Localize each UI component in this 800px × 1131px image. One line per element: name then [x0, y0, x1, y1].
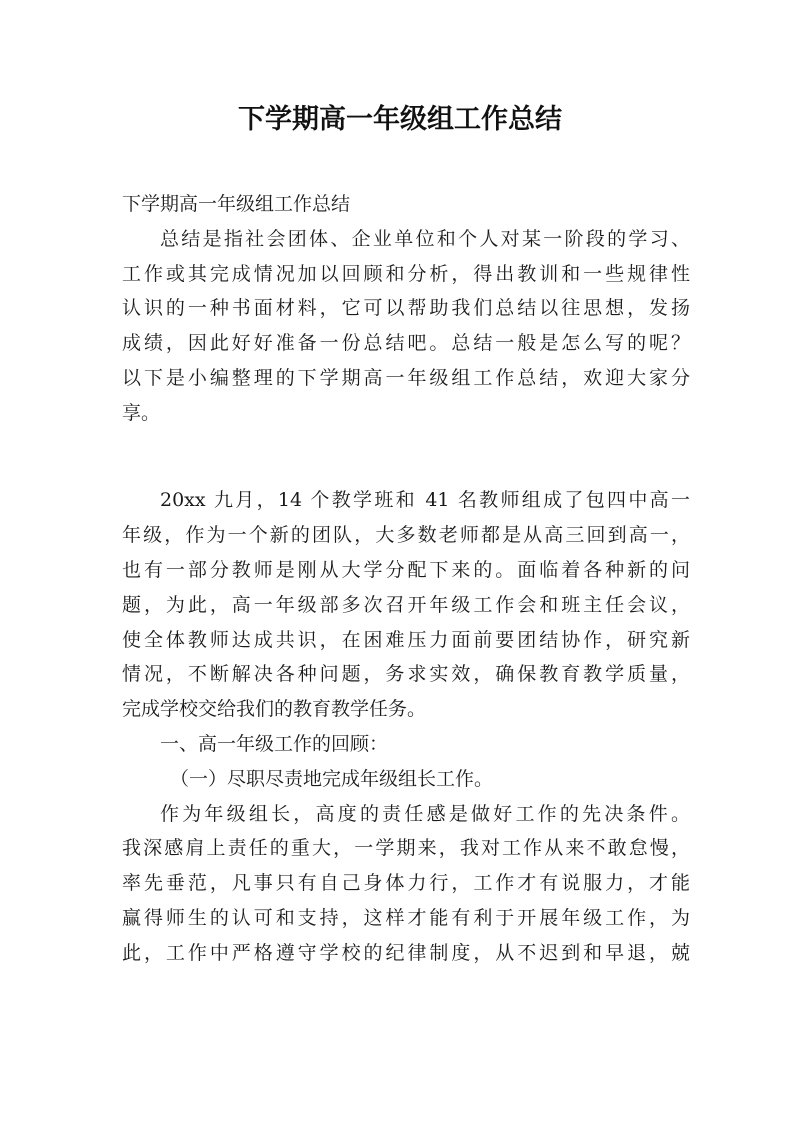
subsection-heading: （一）尽职尽责地完成年级组长工作。 — [170, 767, 494, 790]
paragraph-line: 总结是指社会团体、企业单位和个人对某一阶段的学习、 — [160, 227, 690, 250]
section-heading: 一、高一年级工作的回顾： — [160, 732, 389, 755]
paragraph-line: 我深感肩上责任的重大，一学期来，我对工作从来不敢怠慢， — [122, 837, 690, 860]
text-heading-line: 下学期高一年级组工作总结 — [122, 193, 351, 215]
paragraph-line: 工作或其完成情况加以回顾和分析，得出教训和一些规律性 — [122, 262, 690, 285]
spacer — [122, 465, 690, 483]
paragraph-line: 完成学校交给我们的教育教学任务。 — [122, 698, 427, 721]
paragraph-line: 也有一部分教师是刚从大学分配下来的。面临着各种新的问 — [122, 558, 690, 581]
paragraph-line: 率先垂范，凡事只有自己身体力行，工作才有说服力，才能 — [122, 872, 690, 895]
paragraph-line: 认识的一种书面材料，它可以帮助我们总结以往思想，发扬 — [122, 297, 690, 320]
blank-line — [122, 431, 690, 466]
paragraph-line: 20xx 九月，14 个教学班和 41 名教师组成了包四中高一 — [160, 489, 690, 512]
paragraph-line: 情况，不断解决各种问题，务求实效，确保教育教学质量， — [122, 663, 690, 686]
paragraph-line: 享。 — [122, 401, 161, 424]
paragraph-line: 此，工作中严格遵守学校的纪律制度，从不迟到和早退，兢 — [122, 941, 690, 964]
paragraph-line: 年级，作为一个新的团队，大多数老师都是从高三回到高一， — [122, 524, 690, 547]
paragraph-line: 题，为此，高一年级部多次召开年级工作会和班主任会议， — [122, 593, 690, 616]
paragraph-line: 作为年级组长，高度的责任感是做好工作的先决条件。 — [160, 802, 690, 825]
paragraph-line: 使全体教师达成共识，在困难压力面前要团结协作，研究新 — [122, 628, 690, 651]
paragraph-line: 以下是小编整理的下学期高一年级组工作总结，欢迎大家分 — [122, 366, 690, 389]
paragraph-line: 成绩，因此好好准备一份总结吧。总结一般是怎么写的呢？ — [122, 332, 690, 355]
paragraph-line: 赢得师生的认可和支持，这样才能有利于开展年级工作，为 — [122, 906, 690, 929]
document-title: 下学期高一年级组工作总结 — [238, 104, 562, 135]
document-body — [122, 187, 690, 971]
